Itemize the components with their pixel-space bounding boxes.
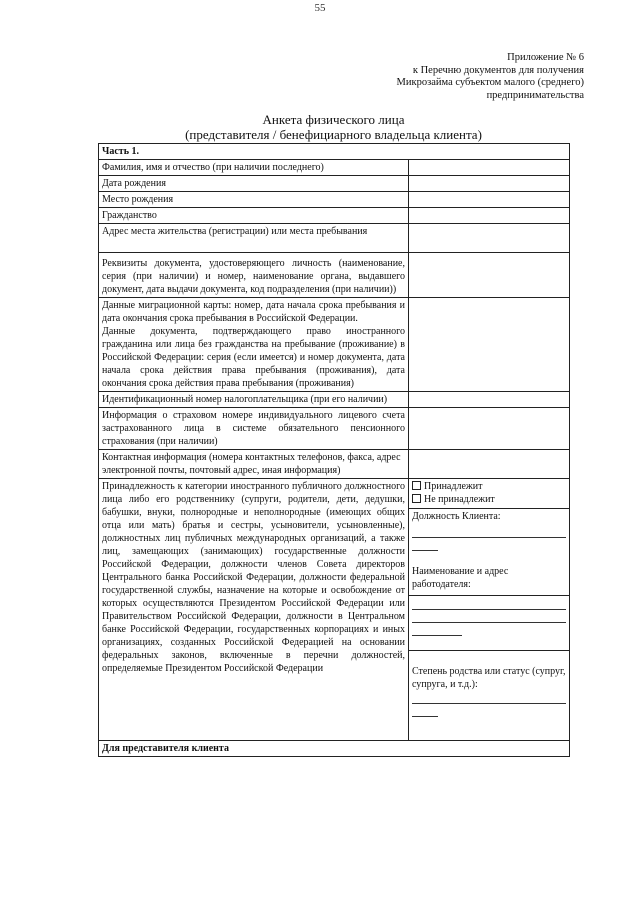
migration-label [99, 298, 409, 392]
table-row [99, 224, 570, 253]
id-document-value[interactable] [409, 253, 570, 298]
employer-value-cell [409, 596, 570, 651]
residence-permit-text: Данные документа, подтверждающего право иностранного гражданина или лица без гражданства на пребывание (проживание) в Российской Федерации: серия (если имеется) и номер документа, дата начала срока действия права пребывания (проживания), дата окончания срока действия права пребывания (проживания) [102, 326, 405, 389]
option-label: Принадлежит [424, 481, 483, 492]
representative-section-heading: Для представителя клиента [99, 741, 570, 757]
appendix-line: предпринимательства [486, 89, 584, 101]
id-document-label: Реквизиты документа, удостоверяющего личность (наименование, серия (при наличии) и номер, наименование органа, выдавшего документ, дата выдачи документа, код подразделения (при наличии)) [99, 253, 409, 298]
full-name-label: Фамилия, имя и отчество (при наличии последнего) [99, 160, 409, 176]
snils-label: Информация о страховом номере индивидуального лицевого счета застрахованного лица в системе обязательного пенсионного страхования (при наличии) [99, 408, 409, 450]
table-row [99, 253, 570, 298]
contacts-value[interactable] [409, 450, 570, 479]
pep-options [409, 479, 570, 509]
title-line-2: (представителя / бенефициарного владельца клиента) [185, 127, 482, 142]
pep-option-yes[interactable] [412, 480, 566, 493]
questionnaire-table [98, 143, 570, 757]
contacts-label: Контактная информация (номера контактных телефонов, факса, адрес электронной почты, почтовый адрес, иная информация) [99, 450, 409, 479]
option-label: Не принадлежит [424, 494, 495, 505]
appendix-line: к Перечню документов для получения [412, 64, 584, 76]
employer-line[interactable] [412, 597, 566, 610]
citizenship-label: Гражданство [99, 208, 409, 224]
table-row [99, 208, 570, 224]
table-row [99, 479, 570, 509]
pep-label: Принадлежность к категории иностранного публичного должностного лица либо его родственнику (супруги, родители, дети, дедушки, бабушки, внуки, полнородные и неполнородные (имеющих общих отца или мать) братья и сестры, усыновители, усыновленные), должностных лиц публичных международных организаций, а также лиц, замещающих (занимающих) государственные должности Российской Федерации, должности членов Совета директоров Центрального банка Российской Федерации, должности федеральной государственной службы, назначение на которые и освобождение от которых осуществляются Президентом Российской Федерации или Правительством Российской Федерации, должности в Центральном банке Российской Федерации, государственных корпорациях и иных организациях, созданных Российской Федерацией на основании федеральных законов, включенные в перечни должностей, определяемые Президентом Российской Федерации [99, 479, 409, 741]
relation-line[interactable] [412, 691, 566, 704]
client-position-line[interactable] [412, 525, 566, 538]
employer-line-short[interactable] [412, 623, 462, 636]
relation-label: Степень родства или статус (супруг, супруга, и т.д.): [412, 666, 566, 690]
inn-label: Идентификационный номер налогоплательщика (при его наличии) [99, 392, 409, 408]
full-name-value[interactable] [409, 160, 570, 176]
employer-line[interactable] [412, 610, 566, 623]
inn-value[interactable] [409, 392, 570, 408]
table-row [99, 408, 570, 450]
table-row [99, 450, 570, 479]
table-row [99, 192, 570, 208]
table-row [99, 144, 570, 160]
client-position-line-short[interactable] [412, 538, 438, 551]
table-row [99, 298, 570, 392]
address-label: Адрес места жительства (регистрации) или места пребывания [99, 224, 409, 253]
birth-date-label: Дата рождения [99, 176, 409, 192]
part1-heading: Часть 1. [99, 144, 570, 160]
table-row [99, 176, 570, 192]
client-position-cell [409, 509, 570, 596]
appendix-line: Микрозайма субъектом малого (среднего) [396, 77, 584, 88]
address-value[interactable] [409, 224, 570, 253]
document-title [96, 112, 571, 142]
employer-label: Наименование и адрес работодателя: [412, 566, 509, 590]
page-number: 55 [314, 2, 326, 14]
migration-value[interactable] [409, 298, 570, 392]
client-position-label: Должность Клиента: [412, 511, 501, 522]
birth-date-value[interactable] [409, 176, 570, 192]
appendix-line: Приложение № 6 [507, 52, 584, 63]
appendix-header [397, 52, 584, 102]
migration-card-text: Данные миграционной карты: номер, дата начала срока пребывания и дата окончания срока пребывания в Российской Федерации. [102, 300, 405, 324]
birth-place-value[interactable] [409, 192, 570, 208]
citizenship-value[interactable] [409, 208, 570, 224]
birth-place-label: Место рождения [99, 192, 409, 208]
table-row [99, 160, 570, 176]
checkbox-icon[interactable] [412, 481, 421, 490]
table-row [99, 392, 570, 408]
pep-option-no[interactable] [412, 493, 566, 506]
title-line-1: Анкета физического лица [262, 112, 405, 127]
snils-value[interactable] [409, 408, 570, 450]
relation-line-short[interactable] [412, 704, 438, 717]
table-row [99, 741, 570, 757]
relation-cell [409, 651, 570, 741]
checkbox-icon[interactable] [412, 494, 421, 503]
